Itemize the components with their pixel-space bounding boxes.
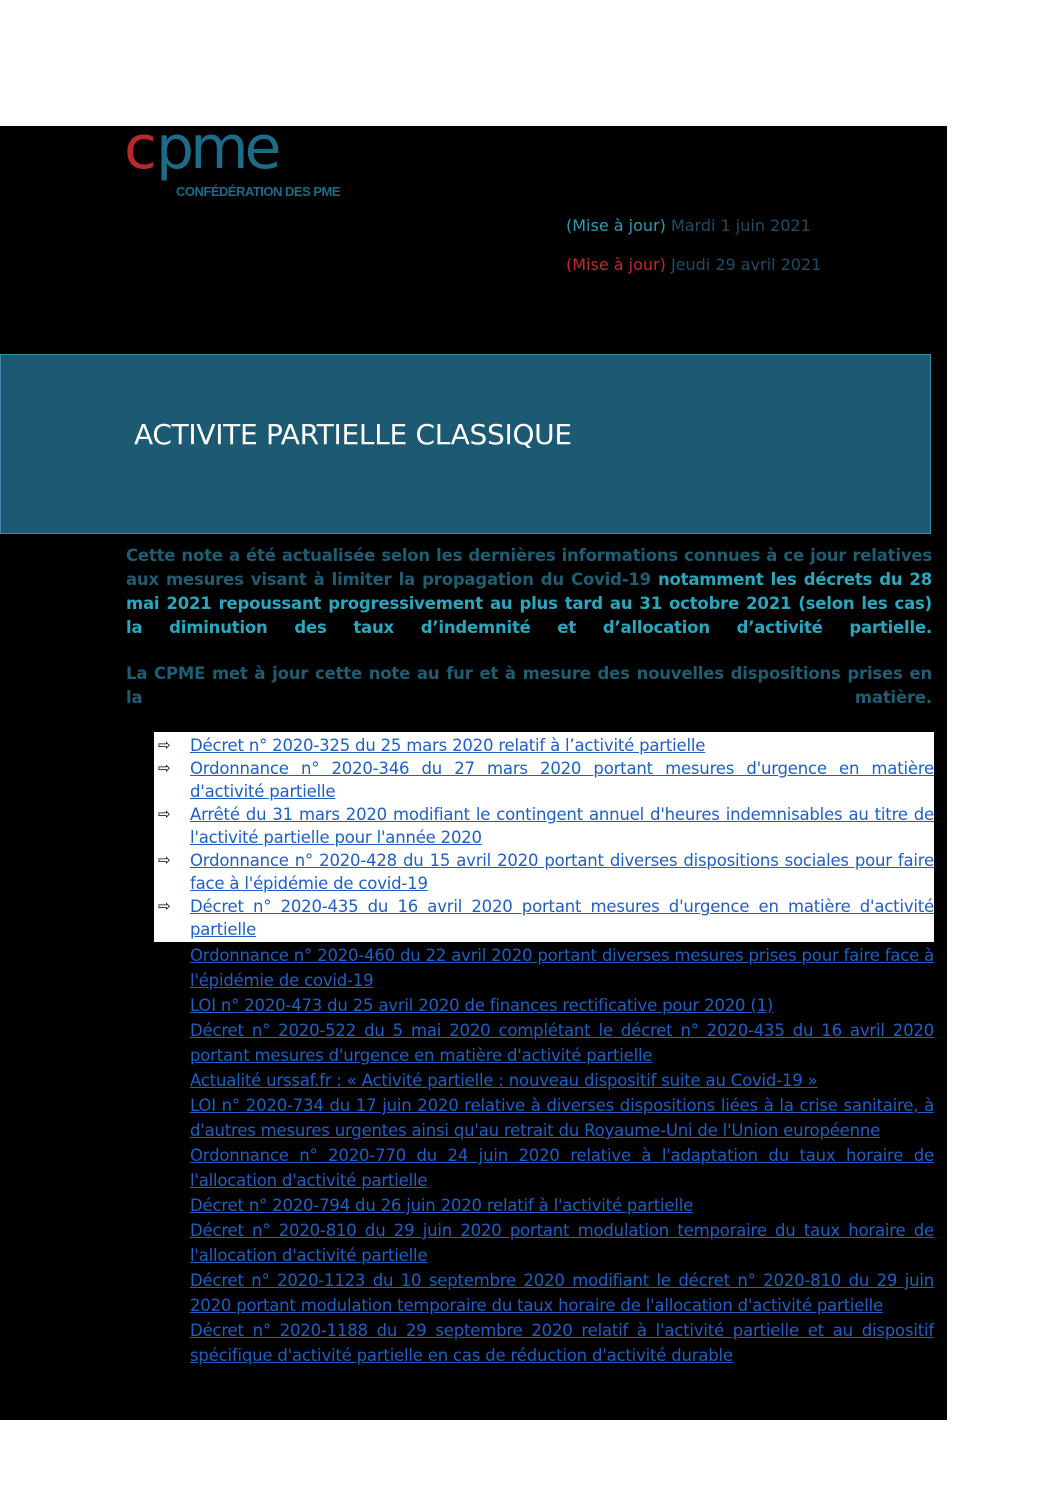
cpme-logo-mark [124,126,364,186]
reference-link[interactable]: LOI n° 2020-473 du 25 avril 2020 de finances rectificative pour 2020 (1) [190,996,774,1015]
list-item [154,849,934,895]
reference-link[interactable]: Arrêté du 31 mars 2020 modifiant le contingent annuel d'heures indemnisables au titre de l'activité partielle pour l'année 2020 [190,805,934,847]
list-item [190,1268,934,1318]
reference-link[interactable]: Décret n° 2020-522 du 5 mai 2020 complétant le décret n° 2020-435 du 16 avril 2020 portant mesures d'urgence en matière d'activité partielle [190,1021,934,1065]
list-item [190,993,934,1018]
arrow-right-icon: ⇨ [158,805,171,823]
list-item [190,943,934,993]
reference-link[interactable]: Ordonnance n° 2020-428 du 15 avril 2020 portant diverses dispositions sociales pour faire face à l'épidémie de covid-19 [190,851,934,893]
reference-link[interactable]: Actualité urssaf.fr : « Activité partielle : nouveau dispositif suite au Covid-19 » [190,1071,818,1090]
reference-links-boxed [154,734,934,941]
reference-link[interactable]: Décret n° 2020-810 du 29 juin 2020 portant modulation temporaire du taux horaire de l'allocation d'activité partielle [190,1221,934,1265]
list-item [190,1068,934,1093]
update-date: Mardi 1 juin 2021 [670,216,811,235]
update-line-1 [566,216,811,235]
page-title: ACTIVITE PARTIELLE CLASSIQUE [134,418,572,451]
intro-highlight: notamment les décrets du 28 mai 2021 repoussant progressivement au plus tard au 31 octobre 2021 (selon les cas) la diminution des taux d’indemnité et d’allocation d’activité partielle. [126,570,932,637]
reference-link[interactable]: Ordonnance n° 2020-460 du 22 avril 2020 portant diverses mesures prises pour faire face à l'épidémie de covid-19 [190,946,935,990]
intro-paragraph-2 [126,662,932,710]
reference-link[interactable]: Ordonnance n° 2020-770 du 24 juin 2020 relative à l'adaptation du taux horaire de l'allocation d'activité partielle [190,1146,934,1190]
intro-text: La CPME met à jour cette note au fur et à mesure des nouvelles dispositions prises en la matière. [126,664,932,707]
list-item [190,1193,934,1218]
list-item [154,803,934,849]
list-item [190,1218,934,1268]
list-item [154,734,934,757]
update-tag: (Mise à jour) [566,216,666,235]
reference-link[interactable]: Décret n° 2020-1188 du 29 septembre 2020 relatif à l'activité partielle et au dispositif spécifique d'activité partielle en cas de réduction d'activité durable [190,1321,934,1365]
update-tag: (Mise à jour) [566,255,666,274]
list-item [154,895,934,941]
reference-link[interactable]: Décret n° 2020-325 du 25 mars 2020 relatif à l’activité partielle [190,736,706,755]
intro-paragraph-1 [126,544,932,640]
list-item [190,1318,934,1368]
arrow-right-icon: ⇨ [158,851,171,869]
reference-link[interactable]: Ordonnance n° 2020-346 du 27 mars 2020 portant mesures d'urgence en matière d'activité partielle [190,759,934,801]
list-item [190,1018,934,1068]
reference-link[interactable]: Décret n° 2020-794 du 26 juin 2020 relatif à l'activité partielle [190,1196,694,1215]
reference-link[interactable]: Décret n° 2020-435 du 16 avril 2020 portant mesures d'urgence en matière d'activité partielle [190,897,934,939]
reference-link[interactable]: Décret n° 2020-1123 du 10 septembre 2020 modifiant le décret n° 2020-810 du 29 juin 2020 portant modulation temporaire du taux horaire de l'allocation d'activité partielle [190,1271,934,1315]
reference-links-more [190,943,934,1368]
svg-text:c: c [124,126,153,183]
list-item [154,757,934,803]
arrow-right-icon: ⇨ [158,897,171,915]
svg-text:pme: pme [156,126,278,183]
arrow-right-icon: ⇨ [158,736,171,754]
reference-link[interactable]: LOI n° 2020-734 du 17 juin 2020 relative à diverses dispositions liées à la crise sanitaire, à d'autres mesures urgentes ainsi qu'au retrait du Royaume-Uni de l'Union européenne [190,1096,934,1140]
logo-subtitle: CONFÉDÉRATION DES PME [176,184,341,199]
list-item [190,1093,934,1143]
intro-text: Cette note a été actualisée selon les dernières informations connues à ce jour relatives aux mesures visant à limiter la propagation du Covid-19 [126,546,932,589]
update-date: Jeudi 29 avril 2021 [670,255,822,274]
list-item [190,1143,934,1193]
arrow-right-icon: ⇨ [158,759,171,777]
update-line-2 [566,255,821,274]
